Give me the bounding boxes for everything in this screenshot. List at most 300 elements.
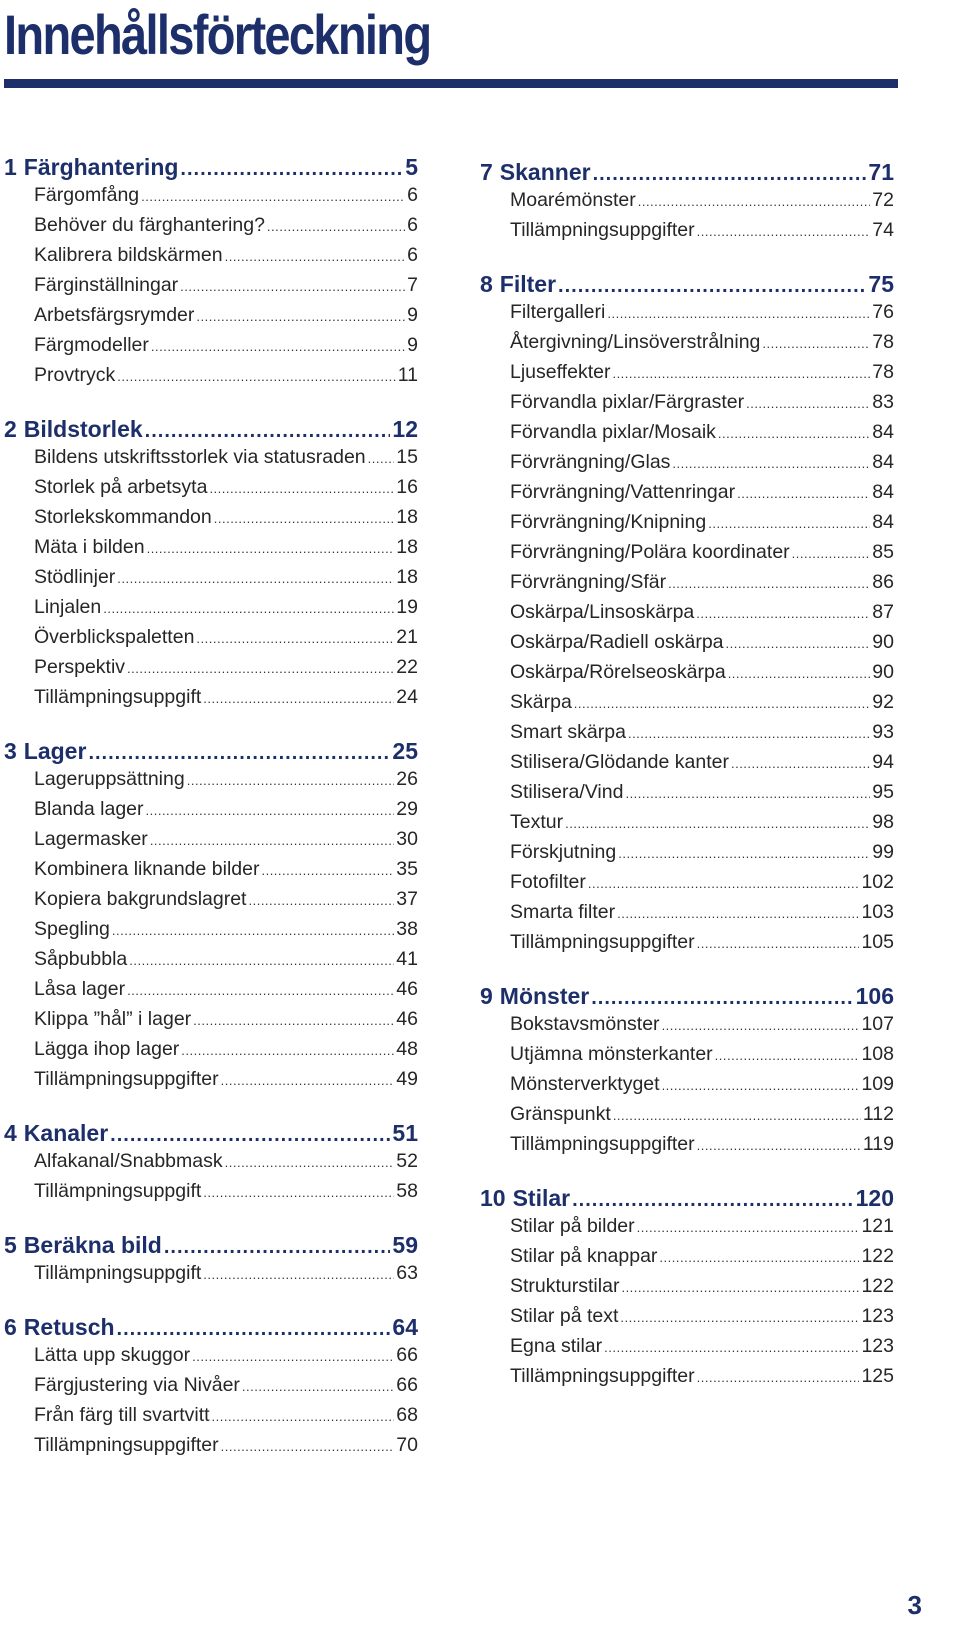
dot-leader <box>726 636 871 651</box>
toc-entry <box>34 1344 418 1374</box>
toc-entry <box>34 978 418 1008</box>
entry-label: Tillämpningsuppgifter <box>510 219 695 241</box>
entry-label: Tillämpningsuppgifter <box>510 1365 695 1387</box>
entry-label: Behöver du färghantering? <box>34 214 265 236</box>
entry-page: 46 <box>396 1008 418 1030</box>
toc-entry <box>34 274 418 304</box>
toc-entry <box>510 1013 894 1043</box>
toc-entry <box>34 918 418 948</box>
chapter-page: 51 <box>392 1120 418 1146</box>
chapter-page: 64 <box>392 1314 418 1340</box>
chapter-number: 3 <box>4 738 17 764</box>
toc-left-column <box>4 154 418 1464</box>
toc-entry <box>34 1262 418 1292</box>
toc-entry <box>510 1133 894 1163</box>
dot-leader <box>103 601 394 616</box>
entry-label: Förvandla pixlar/Färgraster <box>510 391 745 413</box>
entry-page: 122 <box>861 1275 894 1297</box>
toc-entry <box>34 1150 418 1180</box>
toc-chapter <box>4 154 418 184</box>
entry-page: 7 <box>407 274 418 296</box>
dot-leader <box>221 1439 395 1454</box>
dot-leader <box>203 1267 394 1282</box>
entry-page: 48 <box>396 1038 418 1060</box>
dot-leader <box>625 786 870 801</box>
chapter-title: Lager <box>23 738 87 764</box>
dot-leader <box>181 1043 394 1058</box>
dot-leader <box>151 339 405 354</box>
entry-page: 6 <box>407 244 418 266</box>
chapter-number: 6 <box>4 1314 17 1340</box>
dot-leader <box>697 936 860 951</box>
entry-page: 121 <box>861 1215 894 1237</box>
dot-leader <box>637 1220 860 1235</box>
entry-label: Stilisera/Glödande kanter <box>510 751 729 773</box>
dot-leader <box>145 420 391 443</box>
entry-page: 74 <box>872 219 894 241</box>
entry-page: 18 <box>396 506 418 528</box>
dot-leader <box>604 1340 859 1355</box>
chapter-page: 59 <box>392 1232 418 1258</box>
toc-entry <box>34 1434 418 1464</box>
chapter-number: 4 <box>4 1120 17 1146</box>
entry-page: 70 <box>396 1434 418 1456</box>
dot-leader <box>662 1078 860 1093</box>
toc-entry <box>510 811 894 841</box>
toc-entry <box>510 361 894 391</box>
dot-leader <box>617 906 859 921</box>
dot-leader <box>209 481 394 496</box>
toc-entry <box>34 1180 418 1210</box>
dot-leader <box>225 1155 395 1170</box>
entry-label: Tillämpningsuppgift <box>34 686 202 708</box>
toc-entry <box>34 948 418 978</box>
chapter-page: 12 <box>392 416 418 442</box>
entry-label: Textur <box>510 811 564 833</box>
toc-entry <box>510 871 894 901</box>
dot-leader <box>127 661 394 676</box>
toc-entry <box>510 1073 894 1103</box>
entry-page: 98 <box>872 811 894 833</box>
entry-page: 15 <box>396 446 418 468</box>
toc-entry <box>510 841 894 871</box>
toc-entry <box>510 421 894 451</box>
entry-label: Perspektiv <box>34 656 126 678</box>
dot-leader <box>117 571 394 586</box>
entry-page: 66 <box>396 1344 418 1366</box>
dot-leader <box>112 923 394 938</box>
toc-entry <box>510 1335 894 1365</box>
entry-page: 123 <box>861 1305 894 1327</box>
dot-leader <box>697 224 871 239</box>
chapter-page: 71 <box>868 159 894 185</box>
toc-entry <box>510 1365 894 1395</box>
entry-page: 66 <box>396 1374 418 1396</box>
page-title: Innehållsförteckning <box>4 3 431 66</box>
entry-page: 78 <box>872 361 894 383</box>
entry-label: Alfakanal/Snabbmask <box>34 1150 223 1172</box>
entry-label: Återgivning/Linsöverstrålning <box>510 331 761 353</box>
toc-entry <box>34 888 418 918</box>
entry-label: Stilisera/Vind <box>510 781 624 803</box>
toc-entry <box>34 214 418 244</box>
toc-right-column <box>480 159 894 1395</box>
entry-page: 6 <box>407 184 418 206</box>
entry-page: 123 <box>861 1335 894 1357</box>
title-rule <box>4 79 898 88</box>
dot-leader <box>193 1013 394 1028</box>
entry-page: 35 <box>396 858 418 880</box>
toc-entry <box>34 1008 418 1038</box>
toc-chapter <box>4 416 418 446</box>
dot-leader <box>718 426 870 441</box>
dot-leader <box>715 1048 860 1063</box>
page-number: 3 <box>907 1590 922 1620</box>
entry-label: Utjämna mönsterkanter <box>510 1043 713 1065</box>
entry-label: Fotofilter <box>510 871 586 893</box>
dot-leader <box>261 863 394 878</box>
toc-entry <box>34 1374 418 1404</box>
entry-page: 90 <box>872 661 894 683</box>
entry-page: 103 <box>861 901 894 923</box>
chapter-title: Retusch <box>23 1314 115 1340</box>
toc-entry <box>34 656 418 686</box>
entry-label: Färgomfång <box>34 184 140 206</box>
dot-leader <box>203 691 394 706</box>
toc-entry <box>34 304 418 334</box>
entry-page: 108 <box>861 1043 894 1065</box>
entry-page: 18 <box>396 566 418 588</box>
dot-leader <box>613 1108 861 1123</box>
toc-entry <box>34 768 418 798</box>
chapter-number: 8 <box>480 271 493 297</box>
dot-leader <box>662 1018 860 1033</box>
entry-page: 84 <box>872 511 894 533</box>
entry-label: Spegling <box>34 918 110 940</box>
entry-page: 76 <box>872 301 894 323</box>
entry-label: Mönsterverktyget <box>510 1073 660 1095</box>
toc-chapter <box>480 1185 894 1215</box>
entry-label: Bildens utskriftsstorlek via statusraden <box>34 446 366 468</box>
entry-page: 112 <box>862 1103 894 1125</box>
toc-chapter <box>480 159 894 189</box>
entry-page: 90 <box>872 631 894 653</box>
toc-entry <box>510 661 894 691</box>
toc-entry <box>34 798 418 828</box>
toc-entry <box>510 391 894 421</box>
entry-page: 94 <box>872 751 894 773</box>
entry-label: Stilar på text <box>510 1305 619 1327</box>
entry-label: Förvrängning/Sfär <box>510 571 667 593</box>
chapter-title: Filter <box>499 271 557 297</box>
toc-entry <box>34 596 418 626</box>
dot-leader <box>368 451 395 466</box>
entry-label: Arbetsfärgsrymder <box>34 304 195 326</box>
toc-entry <box>510 571 894 601</box>
entry-label: Strukturstilar <box>510 1275 620 1297</box>
entry-label: Provtryck <box>34 364 116 386</box>
chapter-number: 9 <box>480 983 493 1009</box>
entry-page: 22 <box>396 656 418 678</box>
entry-page: 6 <box>407 214 418 236</box>
toc-entry <box>510 1275 894 1305</box>
entry-label: Förvrängning/Glas <box>510 451 671 473</box>
dot-leader <box>708 516 870 531</box>
chapter-page: 106 <box>855 983 894 1009</box>
entry-page: 84 <box>872 421 894 443</box>
toc-entry <box>510 331 894 361</box>
entry-page: 41 <box>396 948 418 970</box>
chapter-title: Stilar <box>512 1185 571 1211</box>
entry-page: 46 <box>396 978 418 1000</box>
entry-label: Kombinera liknande bilder <box>34 858 260 880</box>
dot-leader <box>618 846 870 861</box>
dot-leader <box>267 219 405 234</box>
dot-leader <box>697 1138 861 1153</box>
toc-entry <box>34 476 418 506</box>
dot-leader <box>737 486 870 501</box>
dot-leader <box>146 803 395 818</box>
toc-entry <box>34 364 418 394</box>
entry-label: Moarémönster <box>510 189 636 211</box>
toc-entry <box>34 446 418 476</box>
entry-label: Förskjutning <box>510 841 617 863</box>
dot-leader <box>196 309 405 324</box>
toc-entry <box>34 334 418 364</box>
entry-page: 109 <box>861 1073 894 1095</box>
toc-entry <box>510 721 894 751</box>
toc-entry <box>34 566 418 596</box>
entry-page: 72 <box>872 189 894 211</box>
toc-chapter <box>480 271 894 301</box>
entry-label: Linjalen <box>34 596 102 618</box>
entry-label: Stilar på bilder <box>510 1215 635 1237</box>
dot-leader <box>696 606 870 621</box>
entry-label: Kalibrera bildskärmen <box>34 244 223 266</box>
chapter-number: 10 <box>480 1185 506 1211</box>
entry-label: Storlekskommandon <box>34 506 212 528</box>
dot-leader <box>214 511 395 526</box>
dot-leader <box>574 696 871 711</box>
dot-leader <box>746 396 870 411</box>
toc-entry <box>34 536 418 566</box>
entry-label: Tillämpningsuppgifter <box>510 1133 695 1155</box>
entry-page: 84 <box>872 481 894 503</box>
entry-label: Lageruppsättning <box>34 768 185 790</box>
entry-label: Oskärpa/Rörelseoskärpa <box>510 661 726 683</box>
entry-page: 18 <box>396 536 418 558</box>
entry-label: Tillämpningsuppgift <box>34 1180 202 1202</box>
dot-leader <box>225 249 406 264</box>
entry-page: 86 <box>872 571 894 593</box>
entry-page: 24 <box>396 686 418 708</box>
dot-leader <box>612 366 870 381</box>
dot-leader <box>221 1073 395 1088</box>
dot-leader <box>141 189 405 204</box>
entry-label: Storlek på arbetsyta <box>34 476 208 498</box>
entry-label: Ljuseffekter <box>510 361 611 383</box>
entry-label: Förvandla pixlar/Mosaik <box>510 421 716 443</box>
entry-label: Gränspunkt <box>510 1103 611 1125</box>
chapter-title: Kanaler <box>23 1120 109 1146</box>
entry-label: Såpbubbla <box>34 948 128 970</box>
dot-leader <box>659 1250 859 1265</box>
entry-page: 125 <box>861 1365 894 1387</box>
entry-page: 26 <box>396 768 418 790</box>
dot-leader <box>180 279 405 294</box>
chapter-number: 1 <box>4 154 17 180</box>
dot-leader <box>117 1318 391 1341</box>
chapter-number: 2 <box>4 416 17 442</box>
chapter-title: Färghantering <box>23 154 179 180</box>
dot-leader <box>129 953 394 968</box>
chapter-number: 7 <box>480 159 493 185</box>
dot-leader <box>588 876 860 891</box>
toc-entry <box>510 931 894 961</box>
chapter-page: 120 <box>855 1185 894 1211</box>
toc-entry <box>510 781 894 811</box>
toc-entry <box>510 601 894 631</box>
entry-label: Från färg till svartvitt <box>34 1404 210 1426</box>
chapter-title: Skanner <box>499 159 591 185</box>
dot-leader <box>164 1236 391 1259</box>
entry-page: 92 <box>872 691 894 713</box>
entry-label: Överblickspaletten <box>34 626 195 648</box>
entry-label: Blanda lager <box>34 798 144 820</box>
entry-page: 107 <box>861 1013 894 1035</box>
dot-leader <box>150 833 394 848</box>
entry-page: 85 <box>872 541 894 563</box>
entry-label: Mäta i bilden <box>34 536 145 558</box>
toc-entry <box>510 511 894 541</box>
entry-label: Tillämpningsuppgifter <box>34 1434 219 1456</box>
entry-label: Tillämpningsuppgift <box>34 1262 202 1284</box>
entry-label: Låsa lager <box>34 978 126 1000</box>
dot-leader <box>607 306 870 321</box>
dot-leader <box>187 773 395 788</box>
entry-label: Smart skärpa <box>510 721 626 743</box>
entry-page: 38 <box>396 918 418 940</box>
toc-entry <box>510 901 894 931</box>
entry-label: Tillämpningsuppgifter <box>510 931 695 953</box>
entry-label: Förvrängning/Vattenringar <box>510 481 736 503</box>
dot-leader <box>127 983 394 998</box>
dot-leader <box>248 893 394 908</box>
toc-chapter <box>4 1232 418 1262</box>
dot-leader <box>668 576 870 591</box>
entry-page: 16 <box>396 476 418 498</box>
toc-entry <box>510 1245 894 1275</box>
toc-entry <box>34 506 418 536</box>
dot-leader <box>242 1379 394 1394</box>
chapter-title: Bildstorlek <box>23 416 143 442</box>
toc-entry <box>510 1305 894 1335</box>
dot-leader <box>110 1124 390 1147</box>
dot-leader <box>672 456 870 471</box>
dot-leader <box>728 666 871 681</box>
toc-entry <box>34 828 418 858</box>
entry-page: 84 <box>872 451 894 473</box>
entry-label: Oskärpa/Radiell oskärpa <box>510 631 724 653</box>
dot-leader <box>558 275 866 298</box>
entry-label: Smarta filter <box>510 901 616 923</box>
entry-page: 49 <box>396 1068 418 1090</box>
dot-leader <box>572 1189 854 1212</box>
entry-label: Stödlinjer <box>34 566 116 588</box>
entry-page: 78 <box>872 331 894 353</box>
entry-label: Egna stilar <box>510 1335 603 1357</box>
entry-label: Färginställningar <box>34 274 179 296</box>
toc-entry <box>34 686 418 716</box>
toc-entry <box>510 1215 894 1245</box>
chapter-number: 5 <box>4 1232 17 1258</box>
entry-label: Förvrängning/Knipning <box>510 511 707 533</box>
entry-page: 30 <box>396 828 418 850</box>
entry-label: Filtergalleri <box>510 301 606 323</box>
dot-leader <box>196 631 394 646</box>
dot-leader <box>203 1185 394 1200</box>
chapter-title: Beräkna bild <box>23 1232 162 1258</box>
entry-label: Lägga ihop lager <box>34 1038 180 1060</box>
toc-entry <box>510 691 894 721</box>
entry-page: 102 <box>861 871 894 893</box>
toc-entry <box>510 541 894 571</box>
dot-leader <box>628 726 870 741</box>
entry-label: Tillämpningsuppgifter <box>34 1068 219 1090</box>
toc-entry <box>34 1068 418 1098</box>
entry-label: Färgjustering via Nivåer <box>34 1374 240 1396</box>
toc-entry <box>510 751 894 781</box>
toc-entry <box>510 189 894 219</box>
entry-page: 9 <box>407 304 418 326</box>
toc-entry <box>510 631 894 661</box>
entry-page: 52 <box>396 1150 418 1172</box>
entry-page: 95 <box>872 781 894 803</box>
entry-page: 19 <box>396 596 418 618</box>
dot-leader <box>792 546 871 561</box>
chapter-title: Mönster <box>499 983 590 1009</box>
toc-entry <box>34 1038 418 1068</box>
dot-leader <box>147 541 395 556</box>
entry-page: 63 <box>396 1262 418 1284</box>
entry-page: 83 <box>872 391 894 413</box>
dot-leader <box>88 742 390 765</box>
entry-page: 37 <box>396 888 418 910</box>
entry-label: Skärpa <box>510 691 572 713</box>
entry-page: 9 <box>407 334 418 356</box>
dot-leader <box>192 1349 394 1364</box>
dot-leader <box>117 369 395 384</box>
entry-page: 11 <box>397 364 418 386</box>
toc-entry <box>34 184 418 214</box>
entry-label: Kopiera bakgrundslagret <box>34 888 247 910</box>
entry-label: Klippa ”hål” i lager <box>34 1008 192 1030</box>
dot-leader <box>638 194 871 209</box>
entry-page: 119 <box>862 1133 894 1155</box>
entry-page: 29 <box>396 798 418 820</box>
entry-page: 99 <box>872 841 894 863</box>
entry-label: Färgmodeller <box>34 334 149 356</box>
toc-chapter <box>4 1314 418 1344</box>
dot-leader <box>565 816 870 831</box>
dot-leader <box>697 1370 860 1385</box>
entry-label: Oskärpa/Linsoskärpa <box>510 601 695 623</box>
toc-entry <box>510 301 894 331</box>
dot-leader <box>621 1280 859 1295</box>
dot-leader <box>180 158 403 181</box>
entry-label: Lätta upp skuggor <box>34 1344 191 1366</box>
entry-page: 122 <box>861 1245 894 1267</box>
